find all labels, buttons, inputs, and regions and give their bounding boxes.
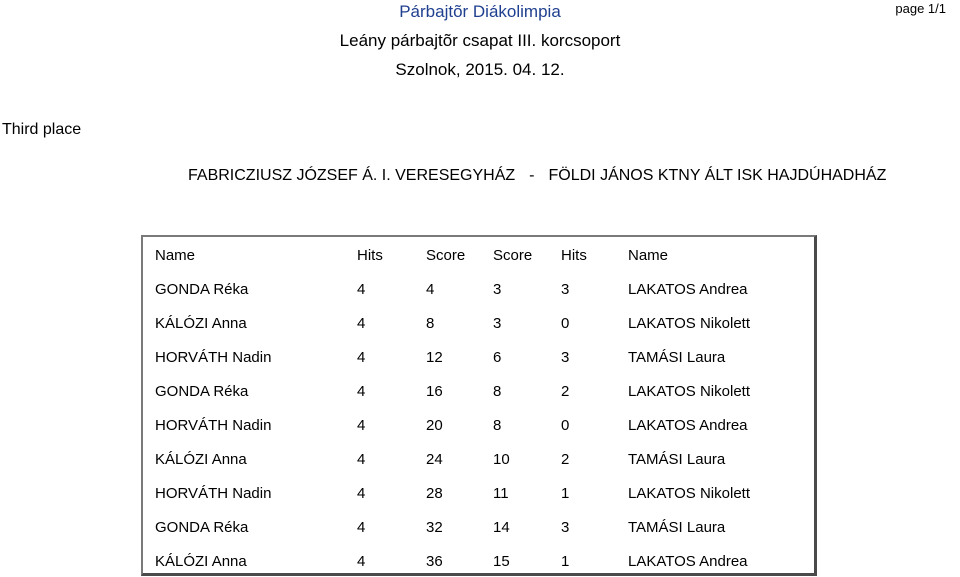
col-score-b: Score [493, 247, 533, 264]
team-a: FABRICZIUSZ JÓZSEF Á. I. VERESEGYHÁZ [188, 167, 516, 184]
fencer-b: LAKATOS Andrea [628, 281, 748, 298]
fencer-a: HORVÁTH Nadin [155, 349, 272, 366]
hits-b: 2 [561, 451, 570, 468]
fencer-a: KÁLÓZI Anna [155, 315, 247, 332]
hits-a: 4 [357, 451, 366, 468]
hits-a: 4 [357, 417, 366, 434]
page-subtitle: Leány párbajtõr csapat III. korcsoport [339, 31, 621, 50]
hits-a: 4 [357, 383, 366, 400]
place-date: Szolnok, 2015. 04. 12. [395, 60, 565, 79]
score-b: 6 [493, 349, 502, 366]
hits-a: 4 [357, 485, 366, 502]
hits-b: 3 [561, 519, 570, 536]
score-a: 12 [426, 349, 443, 366]
score-a: 36 [426, 553, 443, 570]
col-score-a: Score [426, 247, 466, 264]
score-b: 3 [493, 281, 502, 298]
team-separator: - [529, 167, 535, 184]
fencer-a: GONDA Réka [155, 519, 249, 536]
fencer-b: LAKATOS Andrea [628, 553, 748, 570]
fencer-b: TAMÁSI Laura [628, 519, 726, 536]
score-b: 3 [493, 315, 502, 332]
bout-table [141, 235, 817, 576]
page-title: Párbajtõr Diákolimpia [399, 2, 561, 21]
hits-b: 2 [561, 383, 570, 400]
score-a: 20 [426, 417, 443, 434]
score-b: 8 [493, 383, 502, 400]
col-hits-a: Hits [357, 247, 383, 264]
col-name-a: Name [155, 247, 196, 264]
score-b: 15 [493, 553, 510, 570]
fencer-b: LAKATOS Nikolett [628, 315, 750, 332]
hits-a: 4 [357, 553, 366, 570]
hits-a: 4 [357, 349, 366, 366]
match-teams [188, 167, 886, 185]
fencer-b: LAKATOS Andrea [628, 417, 748, 434]
hits-b: 0 [561, 315, 570, 332]
fencer-b: LAKATOS Nikolett [628, 383, 750, 400]
fencer-b: TAMÁSI Laura [628, 451, 726, 468]
score-b: 11 [493, 485, 509, 502]
hits-a: 4 [357, 519, 366, 536]
col-name-b: Name [628, 247, 669, 264]
fencer-b: TAMÁSI Laura [628, 349, 726, 366]
fencer-a: HORVÁTH Nadin [155, 485, 272, 502]
col-hits-b: Hits [561, 247, 587, 264]
fencer-a: GONDA Réka [155, 281, 249, 298]
hits-b: 0 [561, 417, 570, 434]
fencer-b: LAKATOS Nikolett [628, 485, 750, 502]
hits-b: 1 [561, 553, 570, 570]
score-b: 10 [493, 451, 510, 468]
fencer-a: GONDA Réka [155, 383, 249, 400]
hits-b: 3 [561, 349, 570, 366]
fencer-a: KÁLÓZI Anna [155, 451, 247, 468]
score-a: 16 [426, 383, 443, 400]
hits-a: 4 [357, 281, 366, 298]
team-b: FÖLDI JÁNOS KTNY ÁLT ISK HAJDÚHADHÁZ [548, 167, 887, 184]
score-a: 28 [426, 485, 443, 502]
score-b: 14 [493, 519, 510, 536]
score-a: 4 [426, 281, 435, 298]
hits-b: 1 [561, 485, 570, 502]
page-number: page 1/1 [895, 1, 946, 16]
score-b: 8 [493, 417, 502, 434]
fencer-a: KÁLÓZI Anna [155, 553, 247, 570]
hits-b: 3 [561, 281, 570, 298]
section-heading: Third place [2, 121, 82, 138]
score-a: 24 [426, 451, 443, 468]
score-a: 32 [426, 519, 443, 536]
fencer-a: HORVÁTH Nadin [155, 417, 272, 434]
score-a: 8 [426, 315, 435, 332]
hits-a: 4 [357, 315, 366, 332]
